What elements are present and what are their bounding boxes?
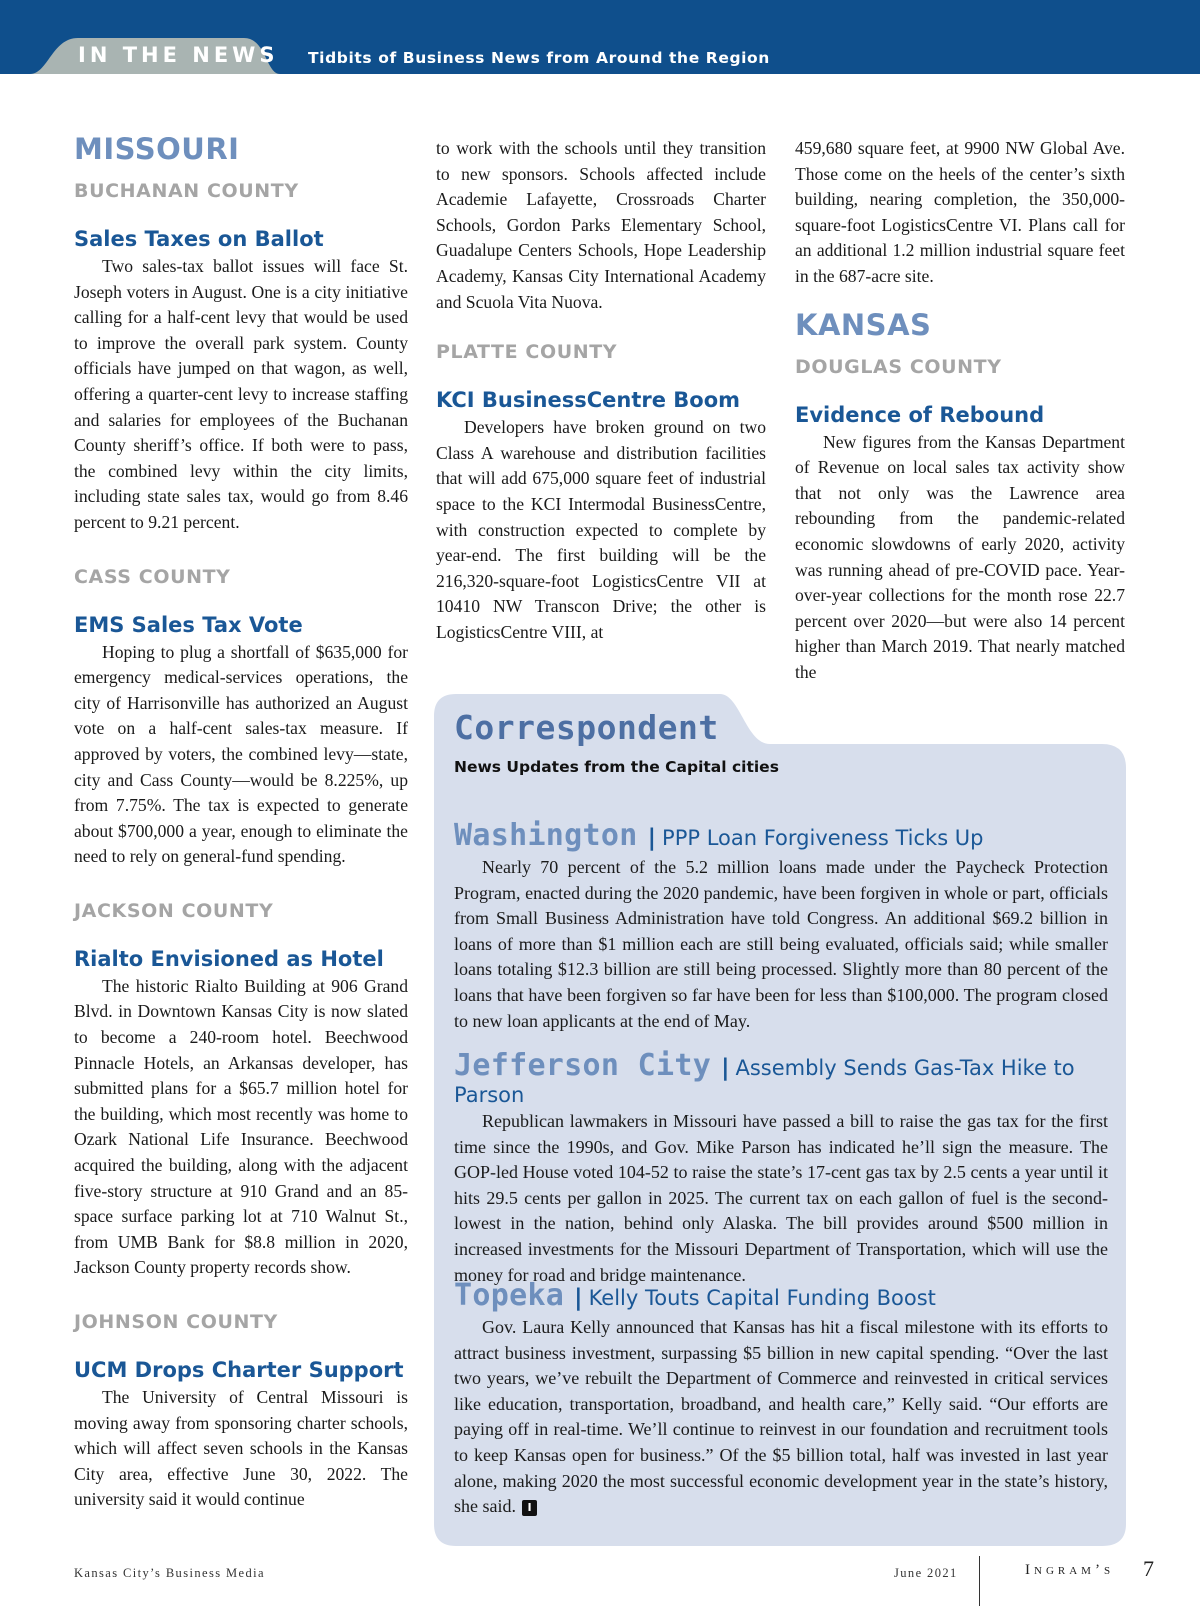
story-separator: | — [721, 1055, 730, 1081]
column-3 — [795, 136, 1125, 686]
article-body-ems: Hoping to plug a shortfall of $635,000 for emergency medical-services operations, the city of Harrisonville has authorized an August vote on a half-cent sales-tax measure. If approved by voters, the combined levy—state, city and Cass County—would be 8.225%, up from 7.75%. The tax is expected to generate about $700,000 a year, enough to eliminate the need to rely on general-fund spending. — [74, 641, 408, 867]
county-heading-johnson: JOHNSON COUNTY — [74, 1311, 278, 1333]
article-headline-rialto: Rialto Envisioned as Hotel — [74, 946, 384, 971]
story-topeka — [454, 1278, 1108, 1520]
article-body-kci-continued: 459,680 square feet, at 9900 NW Global Ave. Those come on the heels of the center’s sixth building, nearing completion, the 350,000-square-foot LogisticsCentre VI. Plans call for an additional 1.2 million industrial square feet in the 687-acre site. — [795, 138, 1125, 286]
footer-brand: Ingram’s — [1025, 1562, 1115, 1578]
story-washington — [454, 818, 1108, 1034]
article-body-sales-taxes: Two sales-tax ballot issues will face St. Joseph voters in August. One is a city initiative calling for a half-cent levy that would be used to improve the overall park system. County officials have jumped on that wagon, as well, offering a quarter-cent levy to increase staffing and salaries for employees of the Buchanan County sheriff’s office. If both were to pass, the combined levy within the city limits, including state sales tax, would go from 8.46 percent to 9.21 percent. — [74, 256, 408, 532]
story-headline: Assembly Sends Gas-Tax Hike to Parson — [454, 1056, 1075, 1107]
header-tagline: Tidbits of Business News from Around the Region — [308, 49, 770, 67]
story-body-text: Gov. Laura Kelly announced that Kansas has hit a fiscal milestone with its efforts to attract business investment, surpassing $5 billion in new capital spending. “Over the last two years, we’ve rebuilt the Department of Commerce and reinvested in critical services like education, transportation, broadband, and health care,” Kelly said. “Our efforts are paying off in real-time. We’ll continue to reinvest in our foundation and recruitment tools to keep Kansas open for business.” Of the $5 billion total, half was invested in last year alone, making 2020 the most successful economic development year in the state’s history, she said. — [454, 1317, 1108, 1517]
county-heading-platte: PLATTE COUNTY — [436, 341, 618, 364]
state-heading-missouri: MISSOURI — [74, 132, 240, 166]
story-separator: | — [647, 825, 657, 851]
column-1 — [74, 132, 408, 1513]
page-number: 7 — [1143, 1556, 1154, 1581]
story-city: Jefferson City — [454, 1048, 712, 1083]
correspondent-subtitle: News Updates from the Capital cities — [454, 758, 779, 776]
section-label: IN THE NEWS — [78, 43, 279, 67]
column-2 — [436, 136, 766, 646]
story-city: Washington — [454, 818, 638, 853]
story-city: Topeka — [454, 1278, 565, 1313]
section-tab — [30, 38, 280, 74]
story-headline: Kelly Touts Capital Funding Boost — [588, 1286, 936, 1310]
article-headline-kci: KCI BusinessCentre Boom — [436, 388, 741, 413]
county-heading-douglas: DOUGLAS COUNTY — [795, 355, 1002, 378]
county-heading-cass: CASS COUNTY — [74, 565, 231, 588]
end-mark-icon: I — [522, 1500, 537, 1516]
article-headline-sales-taxes: Sales Taxes on Ballot — [74, 227, 324, 251]
story-separator: | — [574, 1285, 583, 1311]
article-headline-ems: EMS Sales Tax Vote — [74, 612, 303, 637]
story-body: Nearly 70 percent of the 5.2 million loans made under the Paycheck Protection Program, enacted during the 2020 pandemic, have been forgiven in whole or part, officials from Small Business Administration have told Congress. An additional $69.2 billion in loans of more than $1 million each are still being evaluated, officials said; while smaller loans totaling $12.3 billion are still being processed. Slightly more than 80 percent of the loans that have been forgiven so far have been for less than $100,000. The program closed to new loan applicants at the end of May. — [454, 857, 1108, 1031]
county-heading-jackson: JACKSON COUNTY — [74, 899, 274, 922]
article-headline-rebound: Evidence of Rebound — [795, 402, 1045, 427]
article-body-rialto: The historic Rialto Building at 906 Grand Blvd. in Downtown Kansas City is now slated to become a 240-room hotel. Beechwood Pinnacle Hotels, an Arkansas developer, has submitted plans for a $65.7 million hotel for the building, which most recently was home to Ozark National Life Insurance. Beechwood acquired the building, along with the adjacent five-story structure at 910 Grand and an 85-space surface parking lot at 710 Walnut St., from UMB Bank for $8.8 million in 2020, Jackson County property records show. — [74, 975, 408, 1278]
correspondent-box — [434, 694, 1126, 1546]
correspondent-title: Correspondent — [454, 708, 719, 747]
story-body — [454, 1315, 1108, 1520]
state-heading-kansas: KANSAS — [795, 307, 932, 342]
story-body: Republican lawmakers in Missouri have passed a bill to raise the gas tax for the first time since the 1990s, and Gov. Mike Parson has indicated he’ll sign the measure. The GOP-led House voted 104-52 to raise the state’s 17-cent gas tax by 2.5 cents a year until it hits 29.5 cents per gallon in 2025. The current tax on each gallon of fuel is the second-lowest in the nation, behind only Alaska. The bill provides around $500 million in increased investments for the Missouri Department of Transportation, which will use the money for road and bridge maintenance. — [454, 1111, 1108, 1285]
article-body-ucm-continued: to work with the schools until they transition to new sponsors. Schools affected include Academie Lafayette, Crossroads Charter Schools, Gordon Parks Elementary School, Guadalupe Centers Schools, Hope Leadership Academy, Kansas City International Academy and Scuola Vita Nuova. — [436, 138, 766, 312]
county-heading-buchanan: BUCHANAN COUNTY — [74, 180, 299, 202]
story-headline: PPP Loan Forgiveness Ticks Up — [662, 826, 984, 850]
story-jefferson-city — [454, 1048, 1108, 1288]
article-body-ucm: The University of Central Missouri is moving away from sponsoring charter schools, which will affect seven schools in the Kansas City area, effective June 30, 2022. The university said it would continue — [74, 1387, 408, 1510]
footer-publication: Kansas City’s Business Media — [74, 1566, 265, 1580]
footer-date: June 2021 — [894, 1566, 958, 1580]
article-headline-ucm: UCM Drops Charter Support — [74, 1358, 404, 1382]
article-body-kci: Developers have broken ground on two Class A warehouse and distribution facilities that will add 675,000 square feet of industrial space to the KCI Intermodal BusinessCentre, with construction expected to complete by year-end. The first building will be the 216,320-square-foot LogisticsCentre VII at 10410 NW Transcon Drive; the other is LogisticsCentre VIII, at — [436, 417, 766, 642]
footer-divider — [979, 1556, 980, 1606]
article-body-rebound: New figures from the Kansas Department of Revenue on local sales tax activity show that not only was the Lawrence area rebounding from the pandemic-related economic slowdowns of early 2020, activity was running ahead of pre-COVID pace. Year-over-year collections for the month rose 22.7 percent over 2020—but were also 14 percent higher than March 2019. That nearly matched the — [795, 431, 1125, 682]
